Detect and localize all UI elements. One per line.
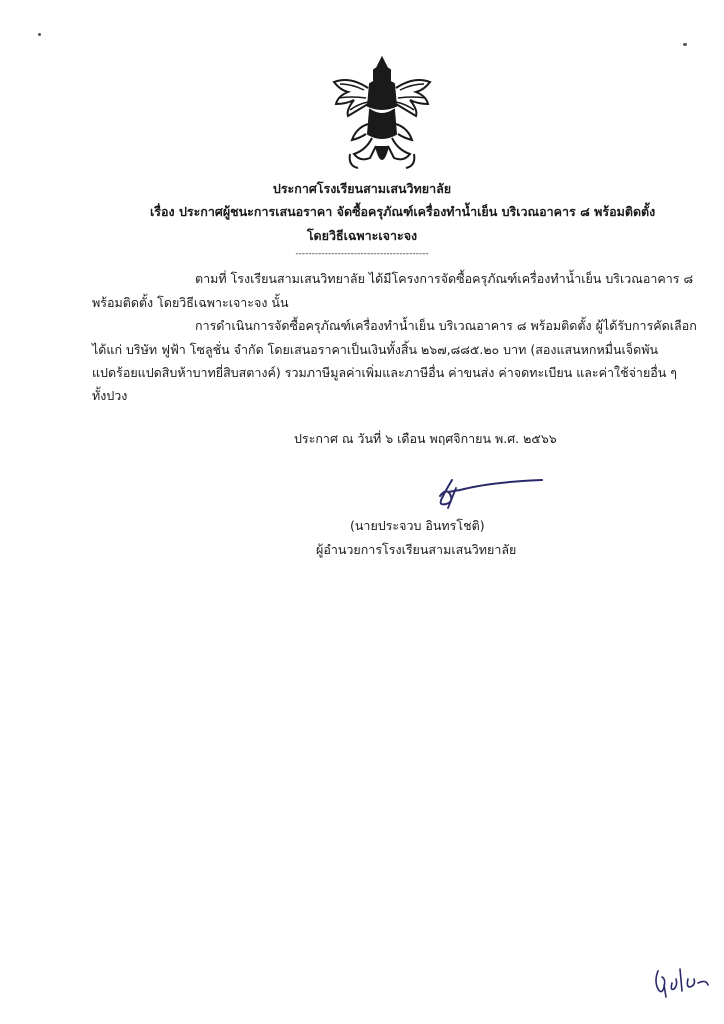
paragraph-1-line: พร้อมติดตั้ง โดยวิธีเฉพาะเจาะจง นั้น (92, 295, 289, 310)
announcement-header: ประกาศโรงเรียนสามเสนวิทยาลัย (272, 181, 452, 196)
divider: ----------------------------------------- (295, 249, 429, 259)
paragraph-2-line: แปดร้อยแปดสิบห้าบาทยี่สิบสตางค์) รวมภาษีมูลค่าเพิ่มและภาษีอื่น ค่าขนส่ง ค่าจดทะเบียน และค่าใช้จ่ายอื่น ๆ (92, 365, 678, 380)
scan-speck (38, 33, 41, 36)
scan-speck (683, 43, 687, 46)
paragraph-2-line: การดำเนินการจัดซื้อครุภัณฑ์เครื่องทำน้ำเย็น บริเวณอาคาร ๘ พร้อมติดตั้ง ผู้ได้รับการคัดเลือก (195, 318, 697, 333)
paragraph-2-line: ทั้งปวง (92, 388, 128, 403)
subject-line: เรื่อง ประกาศผู้ชนะการเสนอราคา จัดซื้อครุภัณฑ์เครื่องทำน้ำเย็น บริเวณอาคาร ๘ พร้อมติดตั้ง (150, 204, 656, 219)
subject-line-continued: โดยวิธีเฉพาะเจาะจง (306, 228, 418, 243)
handwritten-initials (650, 965, 714, 999)
paragraph-2-line: ได้แก่ บริษัท ฟูฟ้า โซลูชั่น จำกัด โดยเสนอราคาเป็นเงินทั้งสิ้น ๒๖๗,๘๘๕.๒๐ บาท (สองแสนหกหมื่นเจ็ดพัน (92, 342, 659, 357)
garuda-emblem (330, 54, 434, 174)
signatory-name: (นายประจวบ อินทรโชติ) (350, 518, 485, 533)
date-line: ประกาศ ณ วันที่ ๖ เดือน พฤศจิกายน พ.ศ. ๒๕๖๖ (294, 431, 557, 446)
paragraph-1-line: ตามที่ โรงเรียนสามเสนวิทยาลัย ได้มีโครงการจัดซื้อครุภัณฑ์เครื่องทำน้ำเย็น บริเวณอาคาร ๘ (195, 271, 694, 286)
signatory-position: ผู้อำนวยการโรงเรียนสามเสนวิทยาลัย (316, 542, 517, 557)
signature (430, 474, 550, 514)
